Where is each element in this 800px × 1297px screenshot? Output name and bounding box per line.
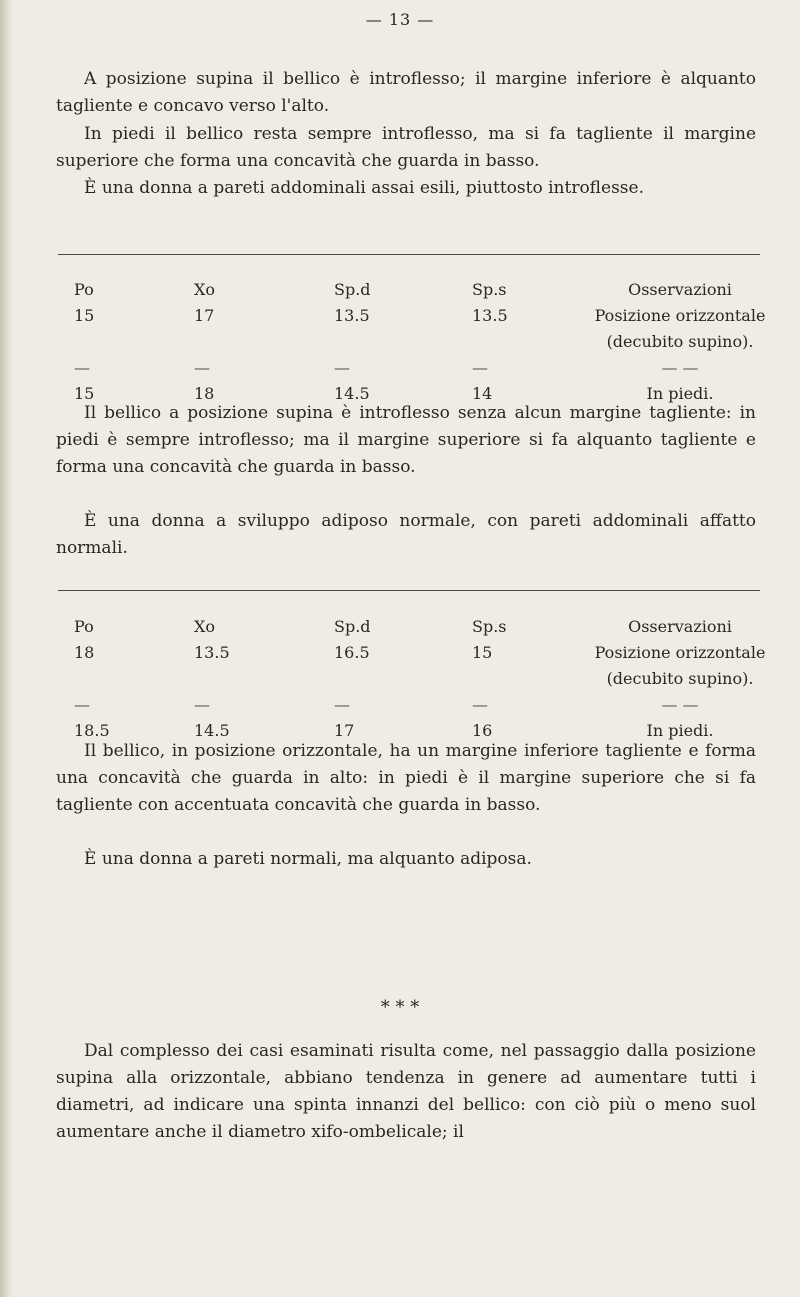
paragraph-5: [56, 508, 756, 562]
dash: —: [334, 358, 350, 377]
header-xo: Xo: [194, 280, 216, 299]
cell-spd: 16.5: [334, 643, 370, 662]
table-1-top-rule: [58, 254, 760, 255]
header-po: Po: [74, 280, 94, 299]
dash: —: [74, 358, 90, 377]
dash: — —: [661, 695, 699, 714]
cell-po: 18: [74, 643, 95, 662]
paragraph-2-text: In piedi il bellico resta sempre introflesso, ma si fa tagliente il margine superiore che forma una concavità che guarda in basso.: [56, 124, 756, 171]
cell-xo: 13.5: [194, 643, 230, 662]
table-row-note: [56, 669, 768, 695]
cell-sps: 13.5: [472, 306, 508, 325]
header-spd: Sp.d: [334, 280, 371, 299]
cell-note: (decubito supino).: [606, 332, 754, 351]
paragraph-8: [56, 1038, 756, 1146]
cell-osservazioni: Posizione orizzontale: [594, 306, 766, 325]
table-row: [56, 643, 768, 669]
cell-xo: 17: [194, 306, 215, 325]
table-dash-row: [56, 358, 768, 384]
cell-osservazioni: Posizione orizzontale: [594, 643, 766, 662]
dash: —: [194, 358, 210, 377]
cell-po: 18.5: [74, 721, 110, 740]
cell-sps: 15: [472, 643, 493, 662]
cell-spd: 17: [334, 721, 355, 740]
paragraph-7-text: È una donna a pareti normali, ma alquanto adiposa.: [84, 849, 532, 869]
header-spd: Sp.d: [334, 617, 371, 636]
paragraph-6: [56, 738, 756, 819]
cell-po: 15: [74, 306, 95, 325]
dash: — —: [661, 358, 699, 377]
dash: —: [334, 695, 350, 714]
cell-xo: 14.5: [194, 721, 230, 740]
table-row-note: [56, 332, 768, 358]
cell-osservazioni: In piedi.: [646, 384, 714, 403]
paragraph-1: [56, 66, 756, 120]
header-xo: Xo: [194, 617, 216, 636]
cell-note: (decubito supino).: [606, 669, 754, 688]
cell-sps: 14: [472, 384, 493, 403]
paragraph-7: [56, 846, 756, 873]
paragraph-8-text: Dal complesso dei casi esaminati risulta come, nel passaggio dalla posizione supina alla orizzontale, abbiano tendenza in genere ad aumentare tutti i diametri, ad indicare una spinta innanzi del bellico: con ciò più o meno suol aumentare anche il diametro xifo-ombelicale; il: [56, 1041, 756, 1142]
paragraph-6-text: Il bellico, in posizione orizzontale, ha un margine inferiore tagliente e forma una concavità che guarda in alto: in piedi è il margine superiore che si fa tagliente con accentuata concavità che guarda in basso.: [56, 741, 756, 815]
cell-spd: 14.5: [334, 384, 370, 403]
measurements-table-2: [56, 617, 768, 747]
dash: —: [74, 695, 90, 714]
paragraph-3-text: È una donna a pareti addominali assai esili, piuttosto introflesse.: [84, 178, 644, 198]
header-sps: Sp.s: [472, 617, 507, 636]
paragraph-4-text: Il bellico a posizione supina è introflesso senza alcun margine tagliente: in piedi è sempre introflesso; ma il margine superiore si fa alquanto tagliente e forma una concavità che guarda in basso.: [56, 403, 756, 477]
page-number: — 13 —: [365, 10, 435, 29]
cell-xo: 18: [194, 384, 215, 403]
dash: —: [472, 358, 488, 377]
table-dash-row: [56, 695, 768, 721]
header-po: Po: [74, 617, 94, 636]
paragraph-1-text: A posizione supina il bellico è introflesso; il margine inferiore è alquanto tagliente e concavo verso l'alto.: [56, 69, 756, 116]
page-edge-shadow: [0, 0, 14, 1297]
header-osservazioni: Osservazioni: [628, 617, 732, 636]
cell-sps: 16: [472, 721, 493, 740]
cell-spd: 13.5: [334, 306, 370, 325]
paragraph-5-text: È una donna a sviluppo adiposo normale, con pareti addominali affatto normali.: [56, 511, 756, 558]
dash: —: [194, 695, 210, 714]
table-2-top-rule: [58, 590, 760, 591]
measurements-table-1: [56, 280, 768, 410]
dash: —: [472, 695, 488, 714]
paragraph-4: [56, 400, 756, 481]
cell-osservazioni: In piedi.: [646, 721, 714, 740]
paragraph-3: [56, 175, 756, 202]
table-header-row: [56, 280, 768, 306]
paragraph-2: [56, 121, 756, 175]
header-sps: Sp.s: [472, 280, 507, 299]
cell-po: 15: [74, 384, 95, 403]
header-osservazioni: Osservazioni: [628, 280, 732, 299]
table-row: [56, 306, 768, 332]
section-separator: * * *: [380, 997, 420, 1018]
table-header-row: [56, 617, 768, 643]
